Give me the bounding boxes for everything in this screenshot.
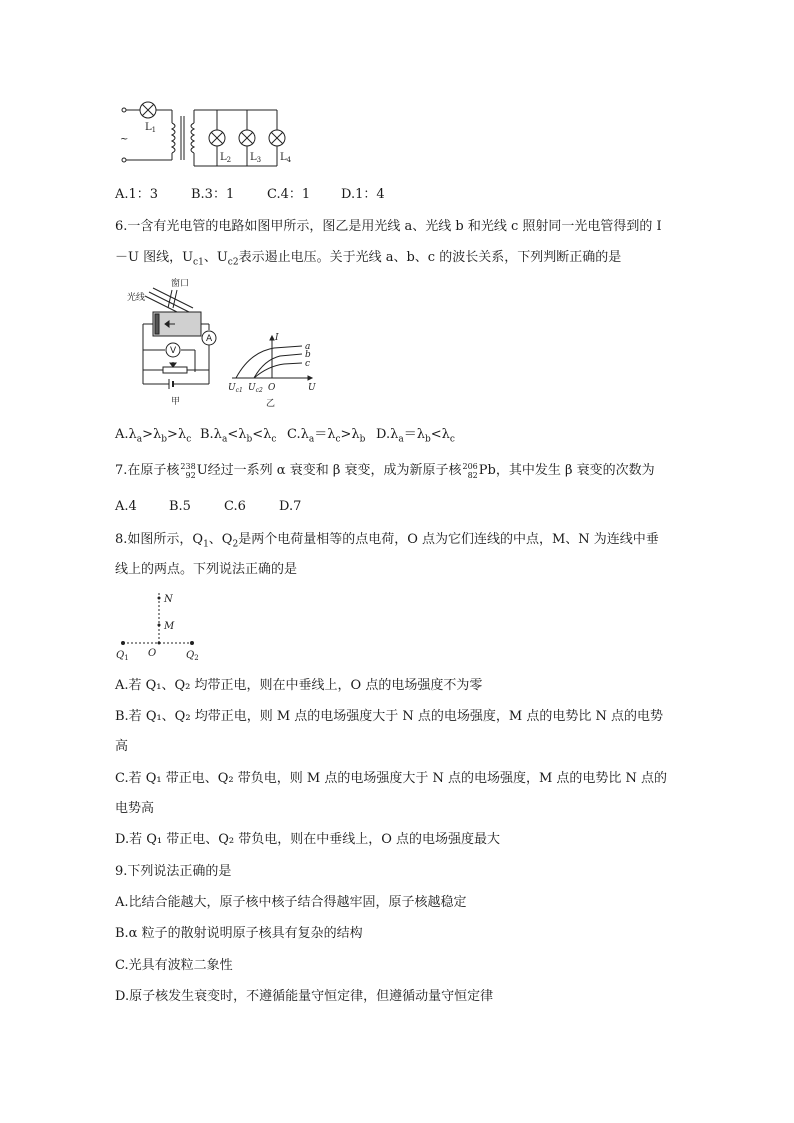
- q7-option-a: A.4: [115, 499, 137, 514]
- q8-option-a: A.若 Q₁、Q₂ 均带正电，则在中垂线上，O 点的电场强度不为零: [115, 678, 483, 693]
- origin-label: O: [268, 383, 276, 393]
- lamp-label-1: L: [145, 122, 152, 133]
- lamp-label-3: L: [250, 152, 257, 163]
- q7-option-d: D.7: [279, 499, 302, 514]
- q7-options: [115, 497, 301, 517]
- photocell-circuit-figure-jia: [125, 278, 225, 408]
- q8-option-b-line1: B.若 Q₁、Q₂ 均带正电，则 M 点的电场强度大于 N 点的电场强度，M 点的电势比 N 点的电势: [115, 709, 663, 724]
- q6-option-b: $B.\lambda_a<\lambda_b<\lambda_c$: [200, 427, 277, 445]
- figure-jia-caption: 甲: [171, 397, 181, 407]
- svg-text:L3: $L_3$: [250, 152, 262, 164]
- q9-option-b: B.α 粒子的散射说明原子核具有复杂的结构: [115, 926, 363, 941]
- q8-option-c-line1: C.若 Q₁ 带正电、Q₂ 带负电，则 M 点的电场强度大于 N 点的电场强度，M 点的电势比 N 点的: [115, 771, 668, 786]
- q6-stem-line2: －U 图线，$U_{c1}$、$U_{c2}$表示遏止电压。关于光线 a、b、c 的波长关系，下列判断正确的是: [115, 250, 622, 268]
- ammeter-label: A: [206, 334, 213, 344]
- ac-symbol: ~: [120, 134, 129, 145]
- q7-option-b: B.5: [169, 499, 191, 514]
- svg-text:L1: $L_1$: [145, 122, 157, 134]
- charge-q1-label: $Q_1$: [116, 650, 129, 662]
- iu-graph-figure-yi: [228, 330, 318, 410]
- charge-q2-label: $Q_2$: [186, 650, 199, 662]
- q9-option-a: A.比结合能越大，原子核中核子结合得越牢固，原子核越稳定: [115, 895, 467, 910]
- curve-label-b: b: [305, 350, 311, 360]
- q6-options: [115, 425, 455, 450]
- light-label: 光线: [127, 293, 146, 303]
- point-n-label: N: [164, 594, 173, 605]
- q8-stem-line2: 线上的两点。下列说法正确的是: [115, 562, 298, 577]
- q8-stem-line1: 8.如图所示，$Q_1$、$Q_2$是两个电荷量相等的点电荷，O 点为它们连线的中点，M、N 为连线中垂: [115, 532, 659, 550]
- figure-yi-caption: 乙: [266, 399, 276, 409]
- q6-option-d: $D.\lambda_a=\lambda_b<\lambda_c$: [376, 427, 455, 445]
- x-axis-label: U: [308, 383, 316, 393]
- q5-options: [115, 185, 385, 205]
- q6-option-a: $A.\lambda_a>\lambda_b>\lambda_c$: [115, 427, 192, 445]
- q5-option-b: B.3：1: [191, 187, 235, 202]
- u-nuclide-indices: 238 92: [180, 461, 196, 480]
- tick-uc2: $U_{c2}$: [248, 383, 263, 394]
- svg-text:L4: $L_4$: [280, 152, 292, 164]
- q9-stem: 9.下列说法正确的是: [115, 864, 232, 879]
- q8-option-b-line2: 高: [115, 739, 129, 754]
- transformer-circuit-figure: [112, 98, 312, 178]
- lamp-label-2: L: [220, 152, 227, 163]
- q7-option-c: C.6: [224, 499, 246, 514]
- y-axis-label: I: [275, 333, 279, 343]
- q8-option-d: D.若 Q₁ 带正电、Q₂ 带负电，则在中垂线上，O 点的电场强度最大: [115, 832, 501, 847]
- pb-nuclide-indices: 206 82: [462, 461, 478, 480]
- voltmeter-label: V: [170, 346, 177, 356]
- q8-option-c-line2: 电势高: [115, 801, 155, 816]
- q5-option-a: A.1：3: [115, 187, 159, 202]
- q5-option-d: D.1：4: [341, 187, 385, 202]
- window-label: 窗口: [171, 279, 190, 289]
- tick-uc1: $U_{c1}$: [228, 383, 243, 394]
- svg-text:L2: $L_2$: [220, 152, 232, 164]
- point-o-label: O: [148, 648, 157, 659]
- lamp-label-4: L: [280, 152, 287, 163]
- q9-option-c: C.光具有波粒二象性: [115, 958, 233, 973]
- point-charges-figure: [112, 588, 212, 663]
- point-m-label: M: [164, 621, 175, 632]
- q6-option-c: $C.\lambda_a=\lambda_c>\lambda_b$: [287, 427, 366, 445]
- q5-option-c: C.4：1: [267, 187, 311, 202]
- curve-label-c: c: [305, 359, 311, 369]
- curve-label-a: a: [305, 342, 311, 352]
- q9-option-d: D.原子核发生衰变时，不遵循能量守恒定律，但遵循动量守恒定律: [115, 989, 494, 1004]
- q7-stem: 7.在原子核 238 92 U经过一系列 α 衰变和 β 衰变，成为新原子核 206 82 Pb，其中发生 β 衰变的次数为: [115, 461, 655, 480]
- q6-stem-line1: 6.一含有光电管的电路如图甲所示，图乙是用光线 a、光线 b 和光线 c 照射同一光电管得到的 I: [115, 219, 662, 234]
